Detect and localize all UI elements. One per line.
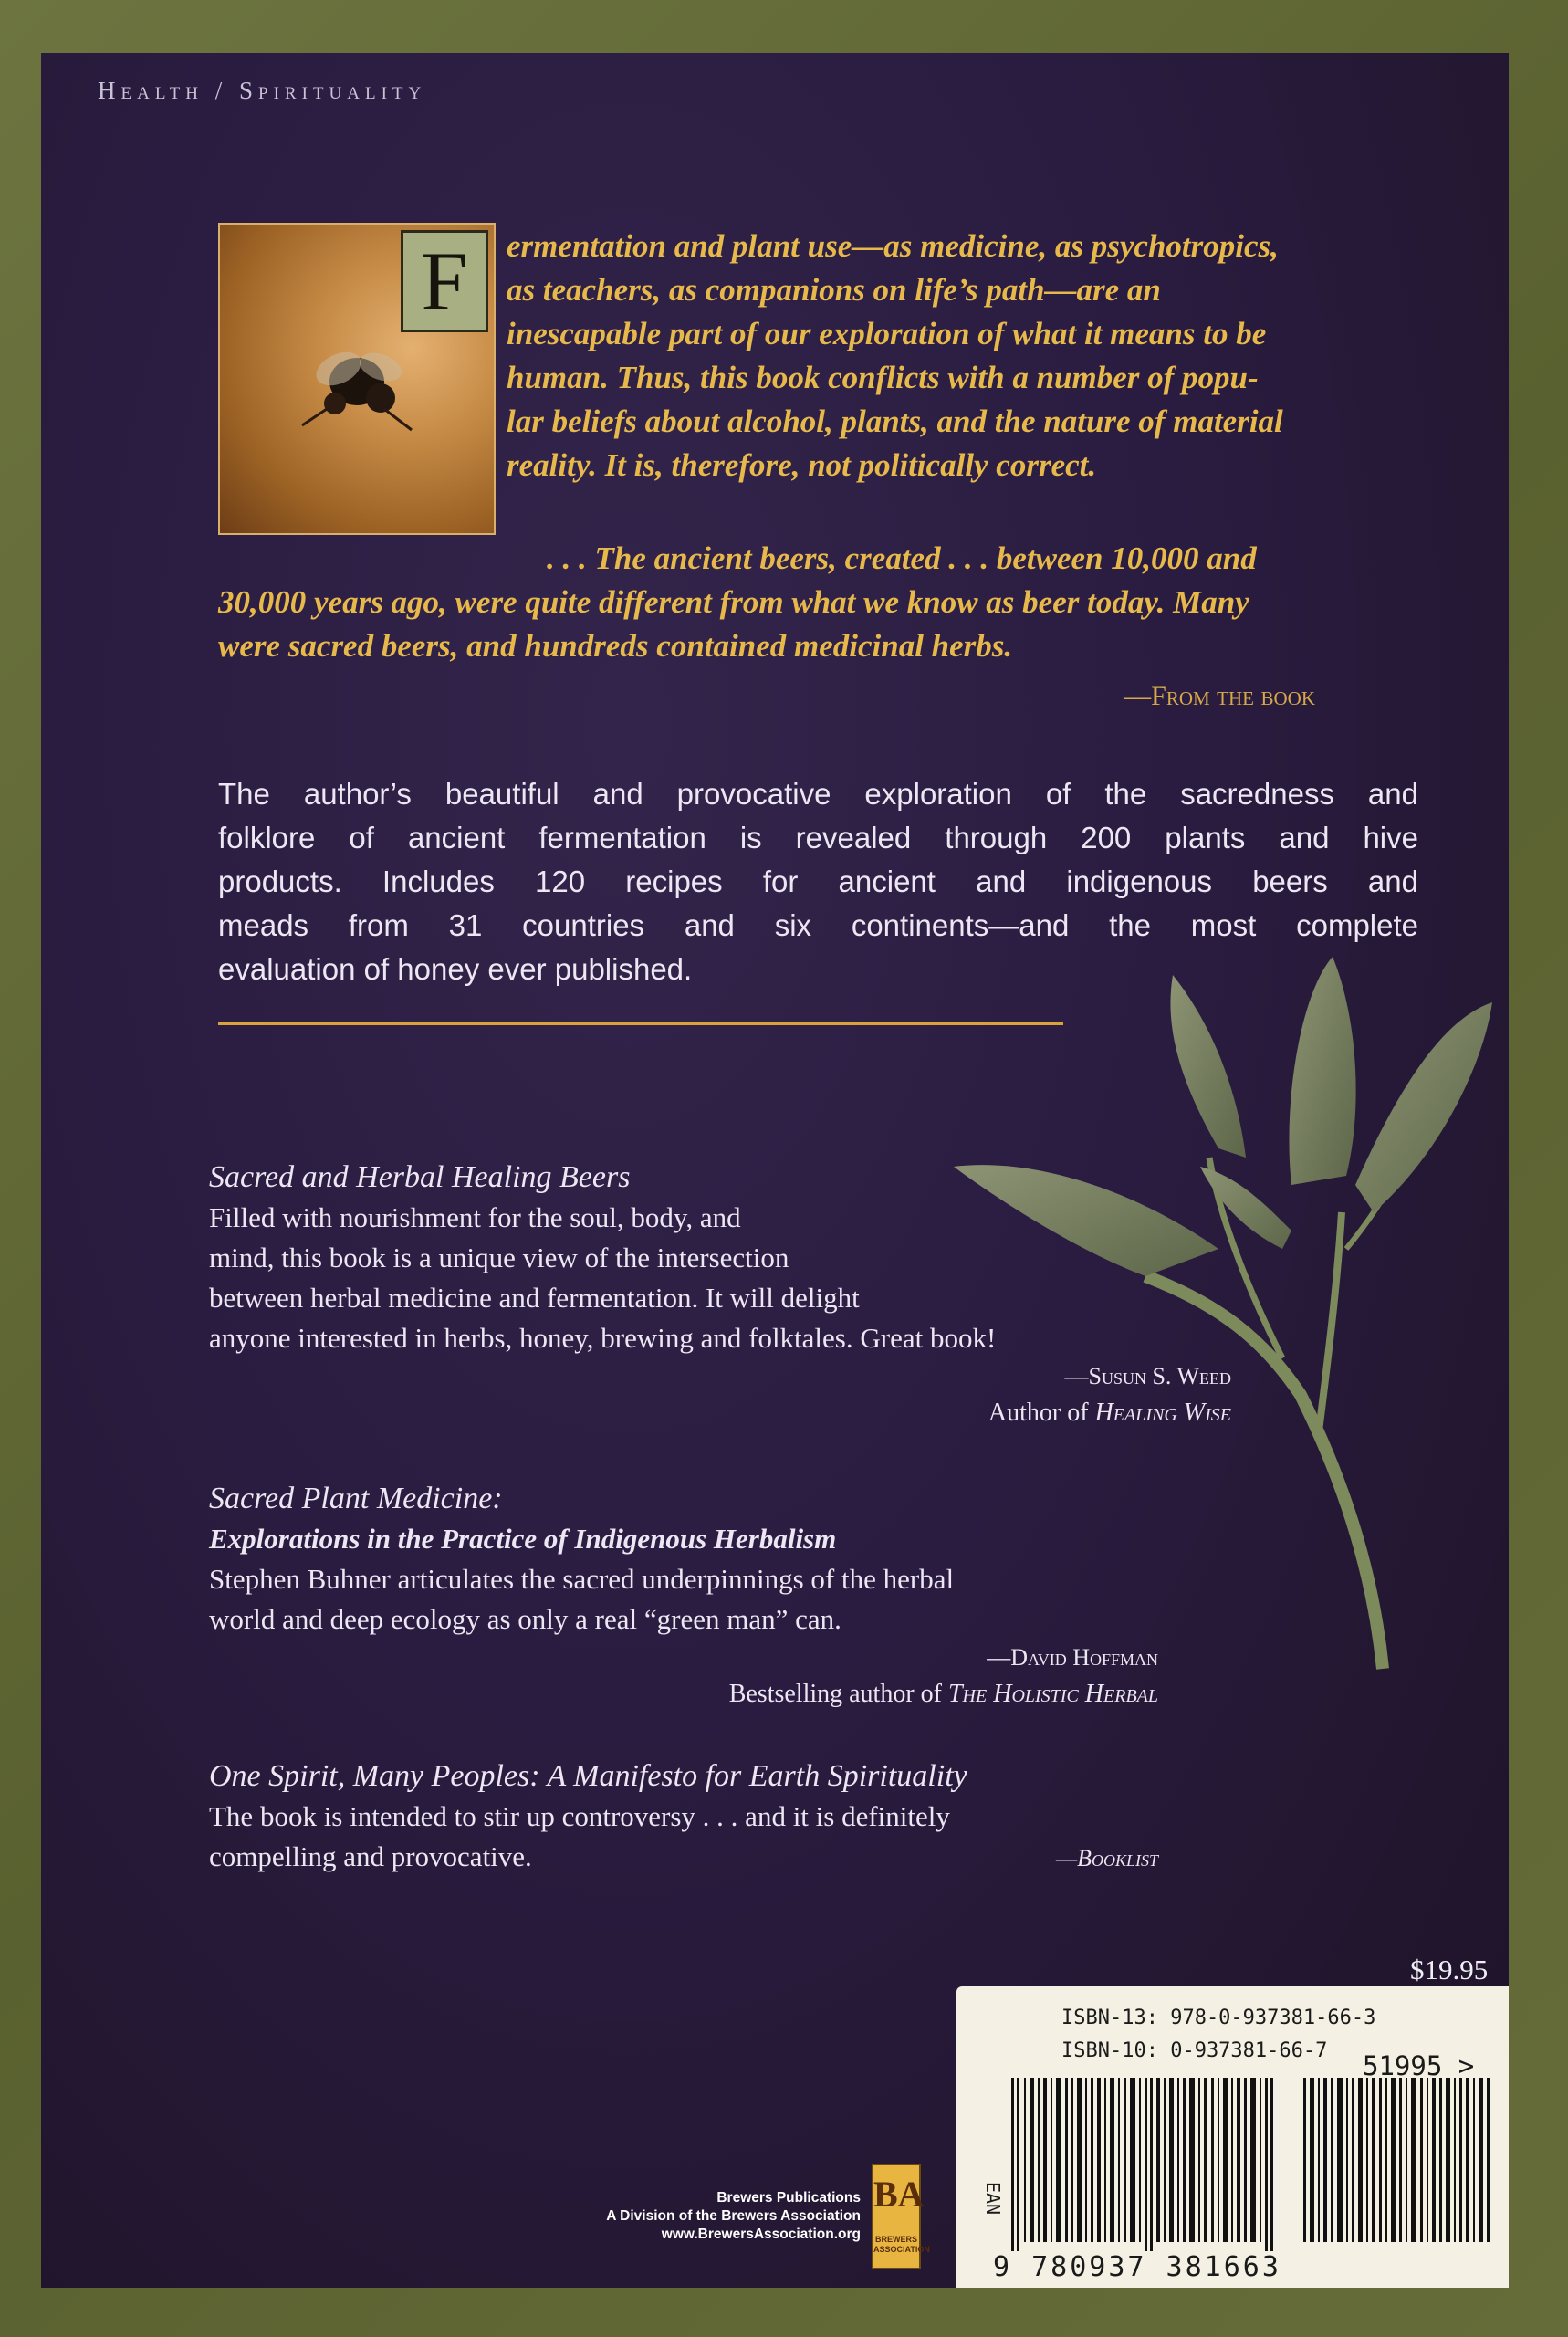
review-role (209, 1395, 1231, 1431)
review-role-work: The Holistic Herbal (947, 1680, 1158, 1708)
review-role-prefix: Author of (988, 1399, 1095, 1427)
ean-digits: 9 780937 381663 (993, 2251, 1281, 2283)
description-line: meads from 31 countries and six continents—and the most complete (218, 908, 1418, 942)
quote-source: —From the book (1124, 681, 1315, 711)
description-line: folklore of ancient fermentation is revealed through 200 plants and hive (218, 821, 1418, 854)
category-label: Health / Spirituality (98, 77, 427, 104)
review-role-work: Healing Wise (1094, 1399, 1231, 1427)
barcode-panel (956, 1986, 1509, 2288)
review-role (209, 1676, 1158, 1713)
review-line: The book is intended to stir up controversy . . . and it is definitely (209, 1800, 950, 1832)
ean-barcode-bars (1011, 2078, 1504, 2260)
quote-line: human. Thus, this book conflicts with a number of popu- (507, 360, 1259, 395)
drop-cap-letter: F (401, 230, 488, 332)
publisher-url: www.BrewersAssociation.org (661, 2227, 861, 2242)
review-title: Sacred and Herbal Healing Beers (209, 1160, 631, 1194)
review-sacred-plant-medicine (209, 1479, 1158, 1713)
publisher-name: Brewers Publications (716, 2190, 861, 2206)
price-addon-number (1363, 2050, 1474, 2081)
isbn10-text: ISBN-10: 0-937381-66-7 (1061, 2039, 1328, 2062)
bee-illustration (293, 325, 421, 435)
quote-line: ermentation and plant use—as medicine, as psychotropics, (507, 228, 1279, 264)
quote-line: 30,000 years ago, were quite different from what we know as beer today. Many (218, 584, 1249, 620)
description-line: The author’s beautiful and provocative exploration of the sacredness and (218, 777, 1418, 811)
logo-text: BREWERS ASSOCIATION (873, 2235, 930, 2254)
description-line: evaluation of honey ever published. (218, 952, 693, 986)
quote-line: lar beliefs about alcohol, plants, and the nature of material (507, 403, 1283, 439)
isbn13-text: ISBN-13: 978-0-937381-66-3 (1061, 2007, 1376, 2029)
description-line: products. Includes 120 recipes for ancient and indigenous beers and (218, 865, 1418, 898)
brewers-association-logo (872, 2164, 930, 2269)
review-subtitle: Explorations in the Practice of Indigenous Herbalism (209, 1523, 837, 1555)
price-addon-digits: 51995 (1363, 2050, 1443, 2081)
quote-line: reality. It is, therefore, not politically correct. (507, 447, 1097, 483)
quote-line: . . . The ancient beers, created . . . between 10,000 and (547, 540, 1257, 576)
quote-line: inescapable part of our exploration of what it means to be (507, 316, 1267, 351)
review-attribution: —David Hoffman (987, 1644, 1158, 1671)
review-line: anyone interested in herbs, honey, brewing and folktales. Great book! (209, 1322, 997, 1354)
review-one-spirit (209, 1756, 1158, 1877)
review-body (209, 1198, 1231, 1358)
quote-line: were sacred beers, and hundreds contained medicinal herbs. (218, 628, 1013, 664)
review-title: Sacred Plant Medicine: (209, 1482, 503, 1515)
review-line: between herbal medicine and fermentation. It will delight (209, 1282, 860, 1314)
second-quote (218, 537, 1419, 668)
opening-quote (507, 225, 1419, 487)
logo-monogram: BA (873, 2174, 925, 2215)
review-sacred-herbal-beers (209, 1158, 1231, 1431)
price-label: $19.95 (1410, 1954, 1489, 1986)
publisher-division: A Division of the Brewers Association (606, 2208, 861, 2224)
quote-line: as teachers, as companions on life’s path—are an (507, 272, 1161, 308)
review-attribution: —Susun S. Weed (1064, 1363, 1231, 1389)
review-line: compelling and provocative. (209, 1840, 532, 1872)
review-line: mind, this book is a unique view of the intersection (209, 1242, 789, 1273)
book-back-cover (41, 53, 1509, 2288)
review-body (209, 1559, 1158, 1640)
ean-label: EAN (982, 2181, 1005, 2216)
review-attribution: —Booklist (1055, 1845, 1158, 1871)
bee-image (218, 223, 496, 535)
review-line: Stephen Buhner articulates the sacred underpinnings of the herbal (209, 1563, 955, 1595)
review-line: Filled with nourishment for the soul, body, and (209, 1201, 741, 1233)
review-role-prefix: Bestselling author of (728, 1680, 948, 1708)
review-title: One Spirit, Many Peoples: A Manifesto for Earth Spirituality (209, 1759, 967, 1793)
review-line: world and deep ecology as only a real “green man” can. (209, 1603, 841, 1635)
price-addon-mark: > (1458, 2050, 1475, 2081)
publisher-info (578, 2189, 861, 2244)
